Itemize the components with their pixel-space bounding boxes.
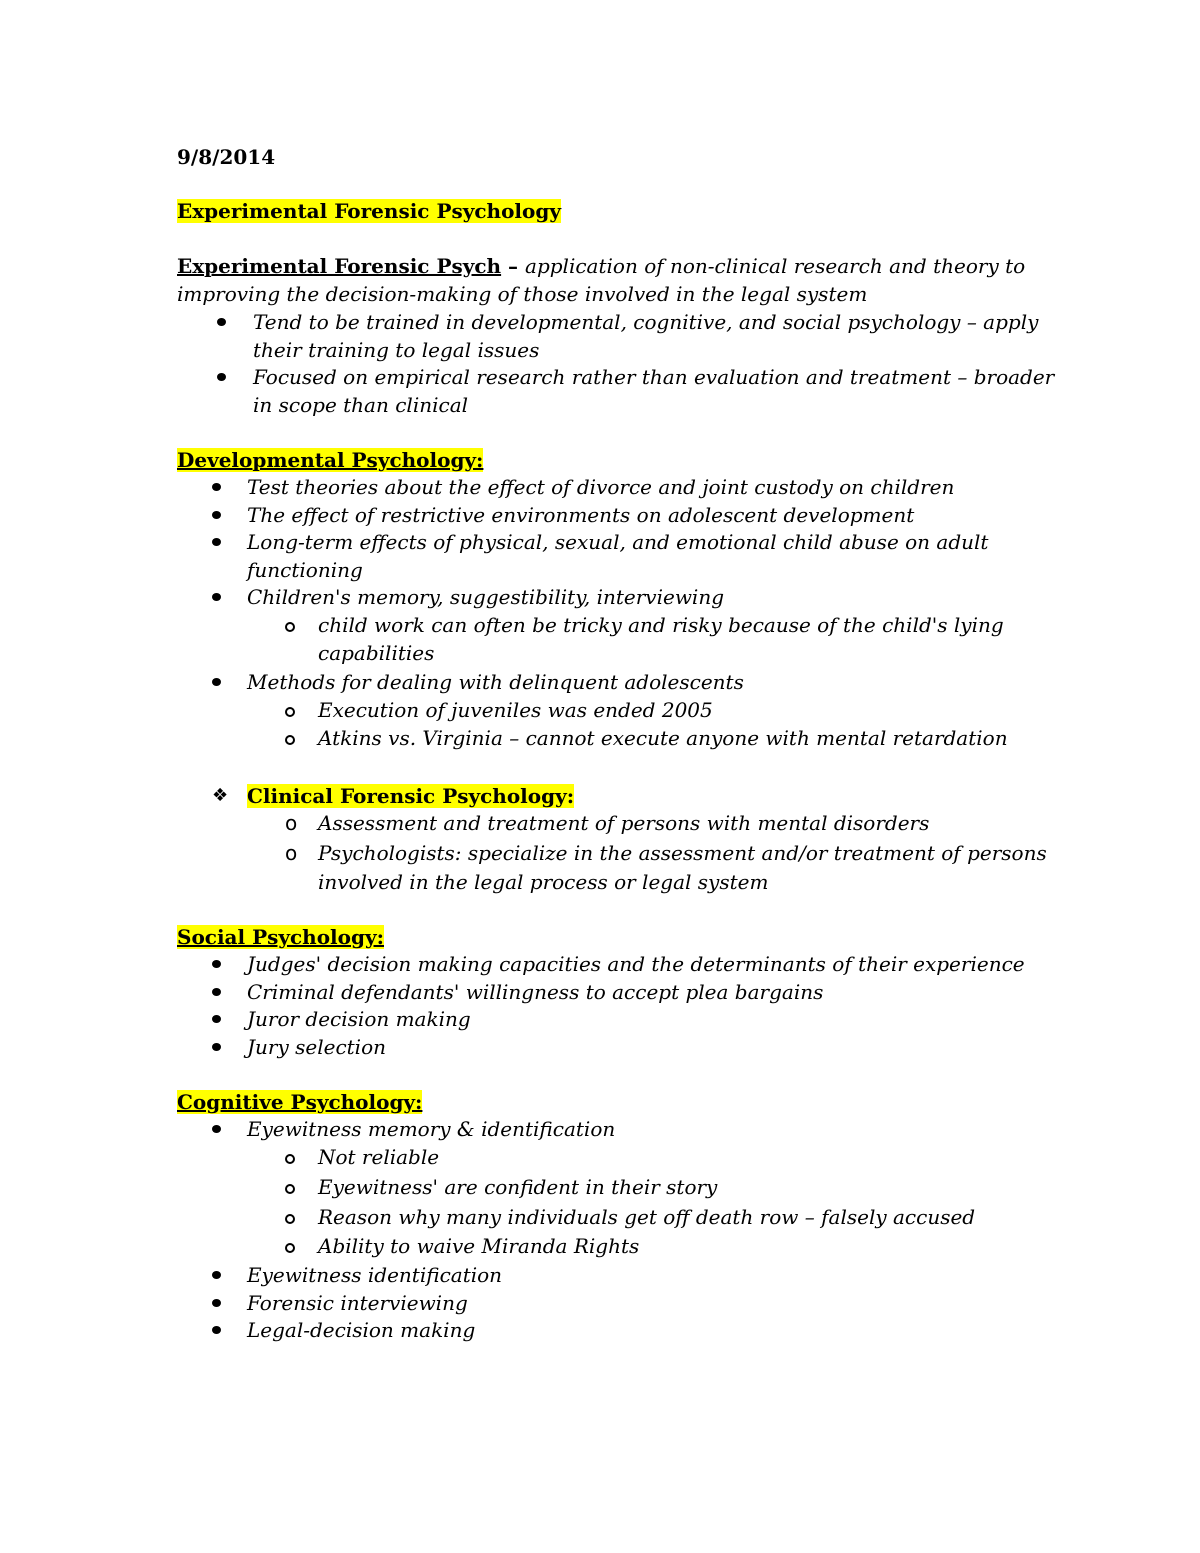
sub-bullet-circle-icon	[285, 1214, 295, 1224]
social-heading-text: Social Psychology:	[177, 925, 384, 949]
sub-bullet-circle-icon	[285, 622, 295, 632]
intro-term: Experimental Forensic Psych	[177, 254, 502, 278]
cognitive-subitem: Not reliable	[318, 1145, 440, 1169]
social-heading	[177, 923, 384, 951]
bullet-dot-icon	[212, 593, 221, 601]
sub-bullet-o-icon: o	[285, 841, 298, 865]
cognitive-item: Forensic interviewing	[247, 1291, 468, 1315]
sub-bullet-circle-icon	[285, 1154, 295, 1164]
cognitive-heading-text: Cognitive Psychology:	[177, 1090, 423, 1114]
clinical-heading	[247, 782, 574, 810]
intro-definition-text-1: application of non-clinical research and theory to	[525, 254, 1026, 278]
sub-bullet-circle-icon	[285, 1184, 295, 1194]
sub-bullet-o-icon: o	[285, 811, 298, 835]
cognitive-heading	[177, 1088, 422, 1116]
developmental-item: Long-term effects of physical, sexual, and emotional child abuse on adult	[247, 530, 989, 554]
intro-dash: –	[501, 254, 526, 278]
developmental-subitem: child work can often be tricky and risky because of the child's lying	[318, 613, 1004, 637]
sub-bullet-circle-icon	[285, 735, 295, 745]
developmental-heading-text: Developmental Psychology:	[177, 448, 484, 472]
developmental-subitem-continued: capabilities	[318, 641, 435, 665]
developmental-heading	[177, 446, 483, 474]
bullet-dot-icon	[212, 1271, 221, 1279]
clinical-subitem: Assessment and treatment of persons with mental disorders	[318, 811, 930, 835]
cognitive-subitem: Ability to waive Miranda Rights	[318, 1234, 640, 1258]
developmental-item: Children's memory, suggestibility, interviewing	[247, 585, 725, 609]
cognitive-subitem: Reason why many individuals get off death row – falsely accused	[318, 1205, 976, 1229]
clinical-subitem: Psychologists: specialize in the assessment and/or treatment of persons	[318, 841, 1047, 865]
developmental-item-continued: functioning	[247, 558, 363, 582]
cognitive-subitem: Eyewitness' are confident in their story	[318, 1175, 718, 1199]
bullet-dot-icon	[212, 511, 221, 519]
intro-bullet-1-line-1: Tend to be trained in developmental, cognitive, and social psychology – apply	[253, 310, 1039, 334]
intro-definition-line-2: improving the decision-making of those involved in the legal system	[177, 282, 868, 306]
bullet-dot-icon	[212, 538, 221, 546]
bullet-dot-icon	[212, 678, 221, 686]
social-item: Juror decision making	[247, 1007, 471, 1031]
clinical-subitem-continued: involved in the legal process or legal system	[318, 870, 769, 894]
developmental-item: Methods for dealing with delinquent adolescents	[247, 670, 744, 694]
intro-bullet-2-line-2: in scope than clinical	[253, 393, 469, 417]
developmental-item: Test theories about the effect of divorce and joint custody on children	[247, 475, 955, 499]
intro-bullet-1-line-2: their training to legal issues	[253, 338, 540, 362]
bullet-dot-icon	[212, 1299, 221, 1307]
bullet-dot-icon	[212, 960, 221, 968]
developmental-subitem: Execution of juveniles was ended 2005	[318, 698, 713, 722]
developmental-item: The effect of restrictive environments on adolescent development	[247, 503, 915, 527]
bullet-dot-icon	[217, 373, 226, 381]
bullet-dot-icon	[212, 988, 221, 996]
diamond-bullet-icon: ❖	[212, 785, 229, 806]
bullet-dot-icon	[212, 1125, 221, 1133]
document-date: 9/8/2014	[177, 145, 276, 169]
sub-bullet-circle-icon	[285, 707, 295, 717]
clinical-heading-text: Clinical Forensic Psychology:	[247, 784, 575, 808]
social-item: Judges' decision making capacities and the determinants of their experience	[247, 952, 1025, 976]
document-title-text: Experimental Forensic Psychology	[177, 199, 561, 223]
intro-definition-line-1	[177, 252, 1025, 280]
developmental-subitem: Atkins vs. Virginia – cannot execute anyone with mental retardation	[318, 726, 1008, 750]
bullet-dot-icon	[212, 1015, 221, 1023]
sub-bullet-circle-icon	[285, 1243, 295, 1253]
bullet-dot-icon	[212, 1326, 221, 1334]
cognitive-item: Eyewitness memory & identification	[247, 1117, 616, 1141]
bullet-dot-icon	[212, 483, 221, 491]
document-title	[177, 197, 561, 225]
social-item: Jury selection	[247, 1035, 387, 1059]
bullet-dot-icon	[212, 1043, 221, 1051]
cognitive-item: Eyewitness identification	[247, 1263, 503, 1287]
social-item: Criminal defendants' willingness to accept plea bargains	[247, 980, 824, 1004]
intro-bullet-2-line-1: Focused on empirical research rather than evaluation and treatment – broader	[253, 365, 1055, 389]
cognitive-item: Legal-decision making	[247, 1318, 476, 1342]
bullet-dot-icon	[217, 318, 226, 326]
